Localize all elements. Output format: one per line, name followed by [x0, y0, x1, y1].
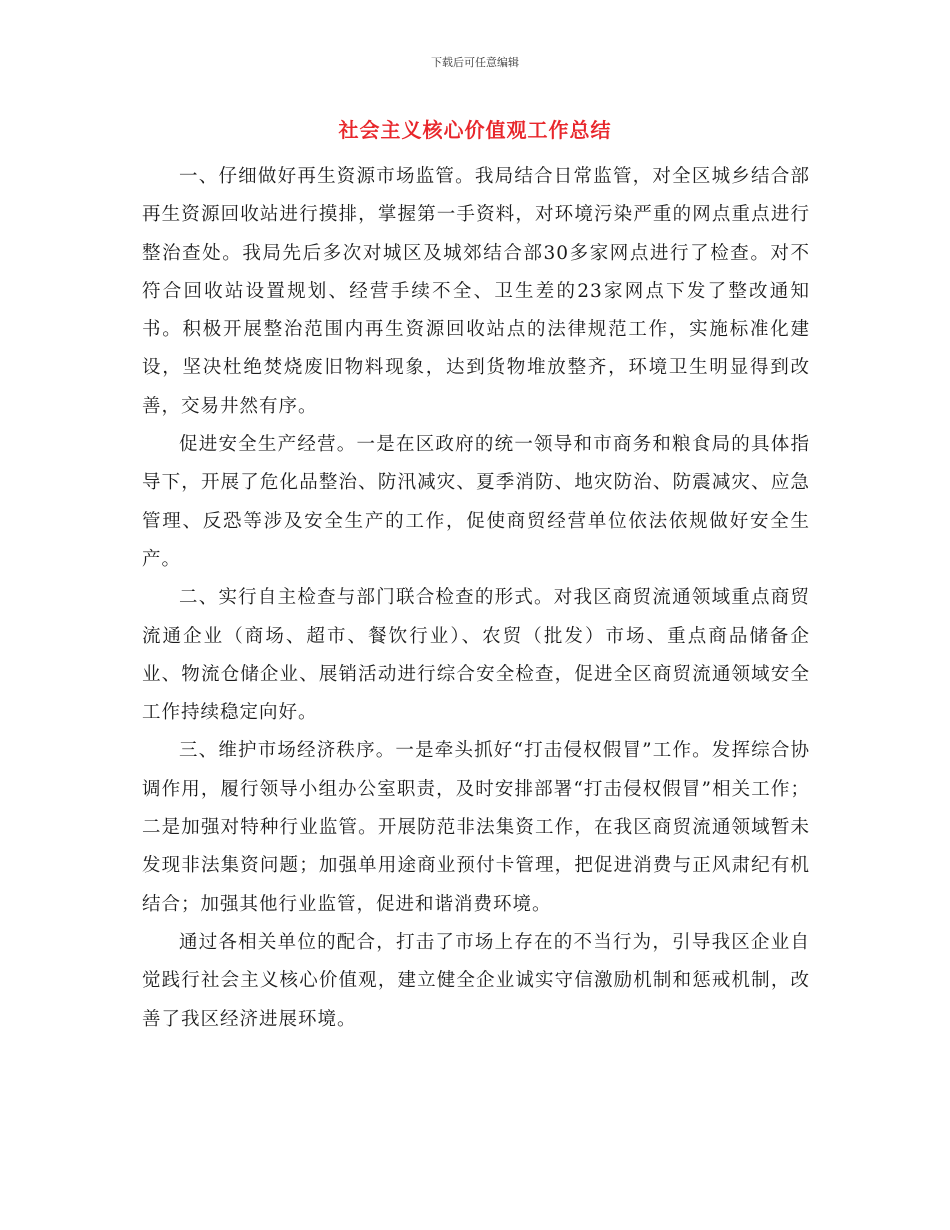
document-body	[142, 158, 810, 1039]
paragraph-4: 三、维护市场经济秩序。一是牵头抓好“打击侵权假冒”工作。发挥综合协调作用，履行领导小组办公室职责，及时安排部署“打击侵权假冒”相关工作；二是加强对特种行业监管。开展防范非法集资工作，在我区商贸流通领域暂未发现非法集资问题；加强单用途商业预付卡管理，把促进消费与正风肃纪有机结合；加强其他行业监管，促进和谐消费环境。	[142, 740, 810, 915]
paragraph-3: 二、实行自主检查与部门联合检查的形式。对我区商贸流通领域重点商贸流通企业（商场、超市、餐饮行业）、农贸（批发）市场、重点商品储备企业、物流仓储企业、展销活动进行综合安全检查，促进全区商贸流通领域安全工作持续稳定向好。	[142, 587, 810, 724]
paragraph-2: 促进安全生产经营。一是在区政府的统一领导和市商务和粮食局的具体指导下，开展了危化品整治、防汛减灾、夏季消防、地灾防治、防震减灾、应急管理、反恐等涉及安全生产的工作，促使商贸经营单位依法依规做好安全生产。	[142, 434, 810, 570]
paragraph-1: 一、仔细做好再生资源市场监管。我局结合日常监管，对全区城乡结合部再生资源回收站进行摸排，掌握第一手资料，对环境污染严重的网点重点进行整治查处。我局先后多次对城区及城郊结合部30多家网点进行了检查。对不符合回收站设置规划、经营手续不全、卫生差的23家网点下发了整改通知书。积极开展整治范围内再生资源回收站点的法律规范工作，实施标准化建设，坚决杜绝焚烧废旧物料现象，达到货物堆放整齐，环境卫生明显得到改善，交易井然有序。	[142, 166, 810, 417]
document-title: 社会主义核心价值观工作总结	[338, 118, 612, 142]
paragraph-5: 通过各相关单位的配合，打击了市场上存在的不当行为，引导我区企业自觉践行社会主义核心价值观，建立健全企业诚实守信激励机制和惩戒机制，改善了我区经济进展环境。	[142, 931, 810, 1030]
header-note: 下载后可任意编辑	[431, 56, 519, 69]
